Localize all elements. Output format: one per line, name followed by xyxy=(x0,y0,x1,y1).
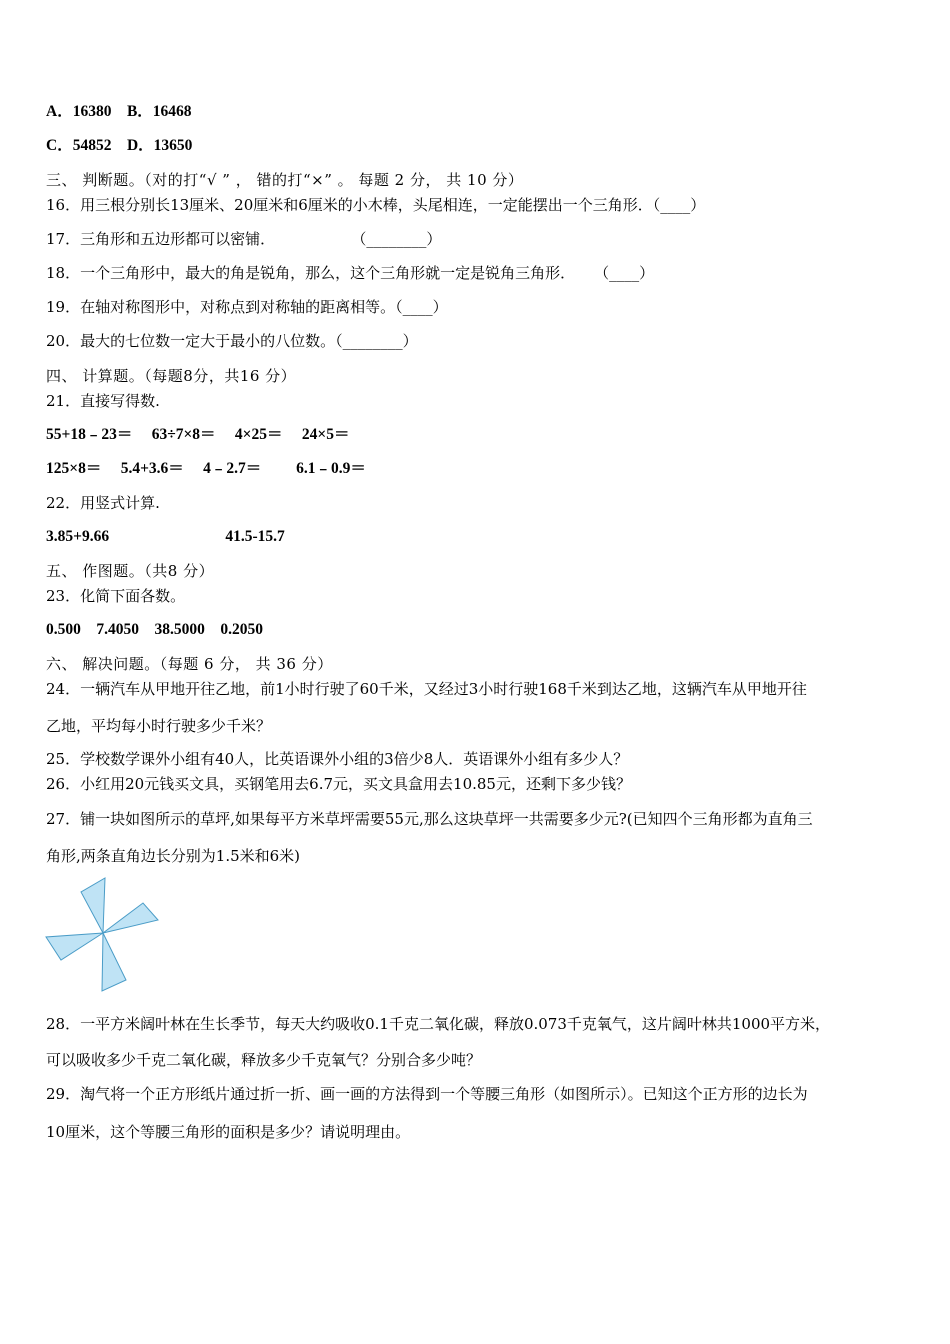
question-17: 17．三角形和五边形都可以密铺． （________） xyxy=(46,230,442,248)
pinwheel-lawn-figure xyxy=(44,876,164,994)
question-21-row-1: 55+18﹣23＝ 63÷7×8＝ 4×25＝ 24×5＝ xyxy=(46,426,350,443)
question-26: 26．小红用20元钱买文具，买钢笔用去6.7元，买文具盒用去10.85元，还剩下多少钱？ xyxy=(46,775,631,793)
right-triangle-top xyxy=(81,878,105,933)
section-4-heading: 四、 计算题。（每题8分，共16 分） xyxy=(46,367,297,385)
question-29-line-1: 29．淘气将一个正方形纸片通过折一折、画一画的方法得到一个等腰三角形（如图所示）。已知这个正方形的边长为 xyxy=(46,1085,808,1103)
question-21-row-2: 125×8＝ 5.4+3.6＝ 4﹣2.7＝ 6.1﹣0.9＝ xyxy=(46,460,366,477)
question-24-line-2: 乙地，平均每小时行驶多少千米？ xyxy=(46,717,272,735)
question-23-row: 0.500 7.4050 38.5000 0.2050 xyxy=(46,621,263,638)
right-triangle-left xyxy=(46,933,103,960)
section-3-heading: 三、 判断题。（对的打“√ ” ， 错的打“×” 。 每题 2 分， 共 10 分） xyxy=(46,171,524,189)
question-29-line-2: 10厘米，这个等腰三角形的面积是多少？请说明理由。 xyxy=(46,1123,411,1141)
question-22: 22．用竖式计算. xyxy=(46,494,160,512)
question-18: 18．一个三角形中，最大的角是锐角，那么，这个三角形就一定是锐角三角形． （____） xyxy=(46,264,655,282)
section-5-heading: 五、 作图题。（共8 分） xyxy=(46,562,215,580)
choice-options-ab: A．16380 B．16468 xyxy=(46,103,192,120)
question-23: 23．化简下面各数。 xyxy=(46,587,186,605)
right-triangle-bottom xyxy=(102,933,126,991)
question-27-line-2: 角形,两条直角边长分别为1.5米和6米) xyxy=(46,847,301,865)
question-25: 25．学校数学课外小组有40人，比英语课外小组的3倍少8人．英语课外小组有多少人？ xyxy=(46,750,629,768)
question-16: 16．用三根分别长13厘米、20厘米和6厘米的小木棒，头尾相连，一定能摆出一个三角形．（____） xyxy=(46,196,706,214)
right-triangle-right xyxy=(103,903,158,933)
question-27-line-1: 27．铺一块如图所示的草坪,如果每平方米草坪需要55元,那么这块草坪一共需要多少元?(已知四个三角形都为直角三 xyxy=(46,810,813,828)
section-6-heading: 六、 解决问题。（每题 6 分， 共 36 分） xyxy=(46,655,333,673)
question-24-line-1: 24．一辆汽车从甲地开往乙地，前1小时行驶了60千米，又经过3小时行驶168千米到达乙地，这辆汽车从甲地开往 xyxy=(46,680,807,698)
question-22-row: 3.85+9.66 41.5-15.7 xyxy=(46,528,285,545)
question-21: 21．直接写得数. xyxy=(46,392,160,410)
question-28-line-2: 可以吸收多少千克二氧化碳，释放多少千克氧气？分别合多少吨？ xyxy=(46,1051,482,1069)
question-28-line-1: 28．一平方米阔叶林在生长季节，每天大约吸收0.1千克二氧化碳，释放0.073千克氧气，这片阔叶林共1000平方米， xyxy=(46,1015,831,1033)
question-20: 20．最大的七位数一定大于最小的八位数。（________） xyxy=(46,332,418,350)
choice-options-cd: C．54852 D．13650 xyxy=(46,137,193,154)
question-19: 19．在轴对称图形中，对称点到对称轴的距离相等。（____） xyxy=(46,298,448,316)
